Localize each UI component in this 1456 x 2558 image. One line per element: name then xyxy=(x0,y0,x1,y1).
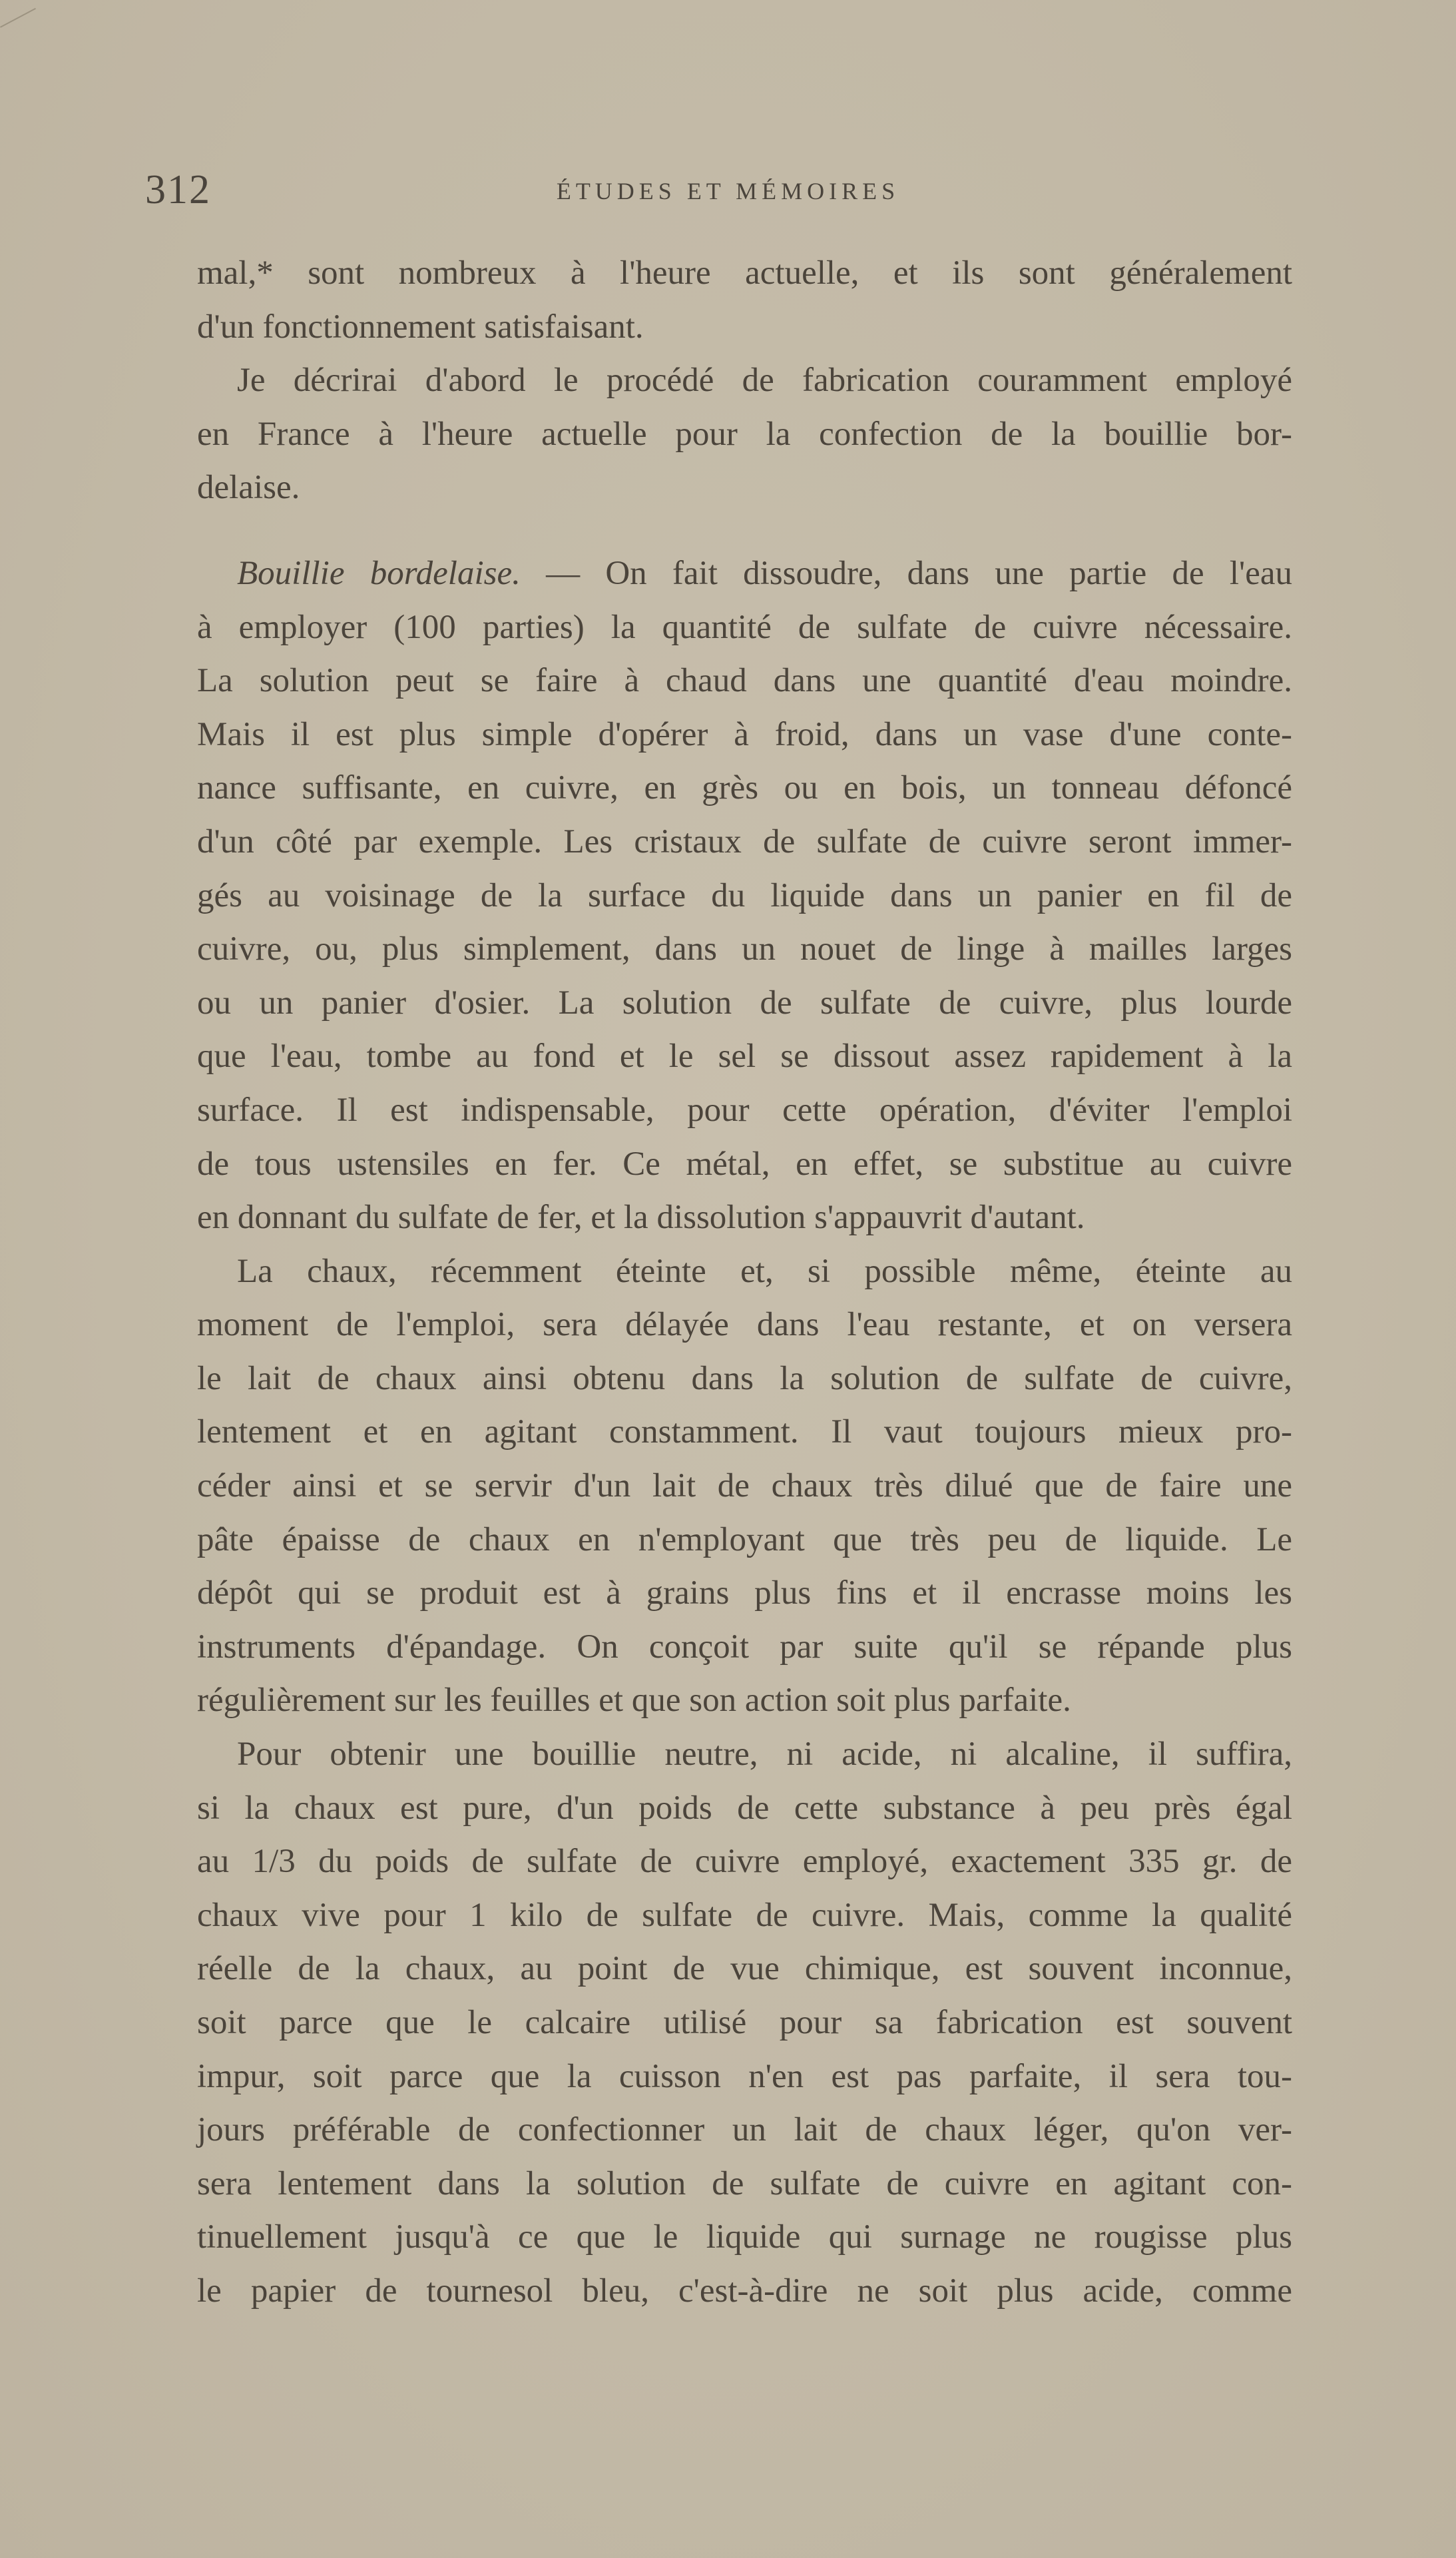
text-line: instruments d'épandage. On conçoit par suite qu'il se répande plus xyxy=(197,1628,1292,1666)
text-line: Mais il est plus simple d'opérer à froid, dans un vase d'une conte- xyxy=(197,715,1292,753)
text-line: à employer (100 parties) la quantité de sulfate de cuivre nécessaire. xyxy=(197,608,1292,646)
text-body xyxy=(197,246,1292,2318)
page-number: 312 xyxy=(145,167,211,212)
paragraph-1 xyxy=(197,246,1292,354)
text-line: dépôt qui se produit est à grains plus fins et il encrasse moins les xyxy=(197,1574,1292,1612)
text-line: d'un fonctionnement satisfaisant. xyxy=(197,308,644,346)
text-line: céder ainsi et se servir d'un lait de chaux très dilué que de faire une xyxy=(197,1467,1292,1505)
text-line: d'un côté par exemple. Les cristaux de sulfate de cuivre seront immer- xyxy=(197,822,1292,860)
text-line: réelle de la chaux, au point de vue chimique, est souvent inconnue, xyxy=(197,1950,1292,1988)
text-line: si la chaux est pure, d'un poids de cette substance à peu près égal xyxy=(197,1789,1292,1827)
text-line: La solution peut se faire à chaud dans une quantité d'eau moindre. xyxy=(197,662,1292,700)
text-line: impur, soit parce que la cuisson n'en est pas parfaite, il sera tou- xyxy=(197,2057,1292,2095)
text-line: cuivre, ou, plus simplement, dans un nouet de linge à mailles larges xyxy=(197,930,1292,968)
text-line: en donnant du sulfate de fer, et la dissolution s'appauvrit d'autant. xyxy=(197,1199,1085,1237)
text-line: Pour obtenir une bouillie neutre, ni acide, ni alcaline, il suffira, xyxy=(237,1736,1292,1773)
text-line: au 1/3 du poids de sulfate de cuivre employé, exactement 335 gr. de xyxy=(197,1843,1292,1881)
text-line: jours préférable de confectionner un lait de chaux léger, qu'on ver- xyxy=(197,2111,1292,2149)
text-line: pâte épaisse de chaux en n'employant que très peu de liquide. Le xyxy=(197,1520,1292,1558)
page-header xyxy=(0,166,1456,220)
text-line: en France à l'heure actuelle pour la confection de la bouillie bor- xyxy=(197,415,1292,453)
text-line-with-heading xyxy=(197,547,1292,601)
paragraph-4 xyxy=(197,1245,1292,1728)
text-line: surface. Il est indispensable, pour cette opération, d'éviter l'emploi xyxy=(197,1091,1292,1129)
text-line: ou un panier d'osier. La solution de sulfate de cuivre, plus lourde xyxy=(197,984,1292,1022)
text-line: sera lentement dans la solution de sulfate de cuivre en agitant con- xyxy=(197,2164,1292,2202)
text-line: La chaux, récemment éteinte et, si possible même, éteinte au xyxy=(237,1252,1292,1290)
text-line: nance suffisante, en cuivre, en grès ou en bois, un tonneau défoncé xyxy=(197,769,1292,807)
section-heading: Bouillie bordelaise. xyxy=(237,554,521,592)
paragraph-5 xyxy=(197,1728,1292,2318)
running-head: ÉTUDES ET MÉMOIRES xyxy=(556,178,900,204)
text-line: moment de l'emploi, sera délayée dans l'eau restante, et on versera xyxy=(197,1306,1292,1344)
text-line: soit parce que le calcaire utilisé pour sa fabrication est souvent xyxy=(197,2004,1292,2041)
text-line: Je décrirai d'abord le procédé de fabrication couramment employé xyxy=(237,362,1292,400)
text-line: delaise. xyxy=(197,469,300,507)
text-line: tinuellement jusqu'à ce que le liquide qui surnage ne rougisse plus xyxy=(197,2218,1292,2256)
paragraph-3 xyxy=(197,547,1292,1245)
text-line: chaux vive pour 1 kilo de sulfate de cuivre. Mais, comme la qualité xyxy=(197,1896,1292,1934)
text-line-rest: — On fait dissoudre, dans une partie de l'eau xyxy=(546,554,1292,592)
text-line: le papier de tournesol bleu, c'est-à-dire ne soit plus acide, comme xyxy=(197,2272,1292,2310)
text-line: le lait de chaux ainsi obtenu dans la solution de sulfate de cuivre, xyxy=(197,1359,1292,1397)
text-line: mal,* sont nombreux à l'heure actuelle, et ils sont généralement xyxy=(197,254,1292,292)
text-line: de tous ustensiles en fer. Ce métal, en effet, se substitue au cuivre xyxy=(197,1145,1292,1183)
page-corner-mark xyxy=(0,8,36,28)
text-line: lentement et en agitant constamment. Il vaut toujours mieux pro- xyxy=(197,1413,1292,1451)
text-line: régulièrement sur les feuilles et que son action soit plus parfaite. xyxy=(197,1682,1071,1720)
paragraph-2 xyxy=(197,354,1292,515)
section-gap xyxy=(197,515,1292,547)
text-line: que l'eau, tombe au fond et le sel se dissout assez rapidement à la xyxy=(197,1038,1292,1076)
text-line: gés au voisinage de la surface du liquide dans un panier en fil de xyxy=(197,876,1292,914)
